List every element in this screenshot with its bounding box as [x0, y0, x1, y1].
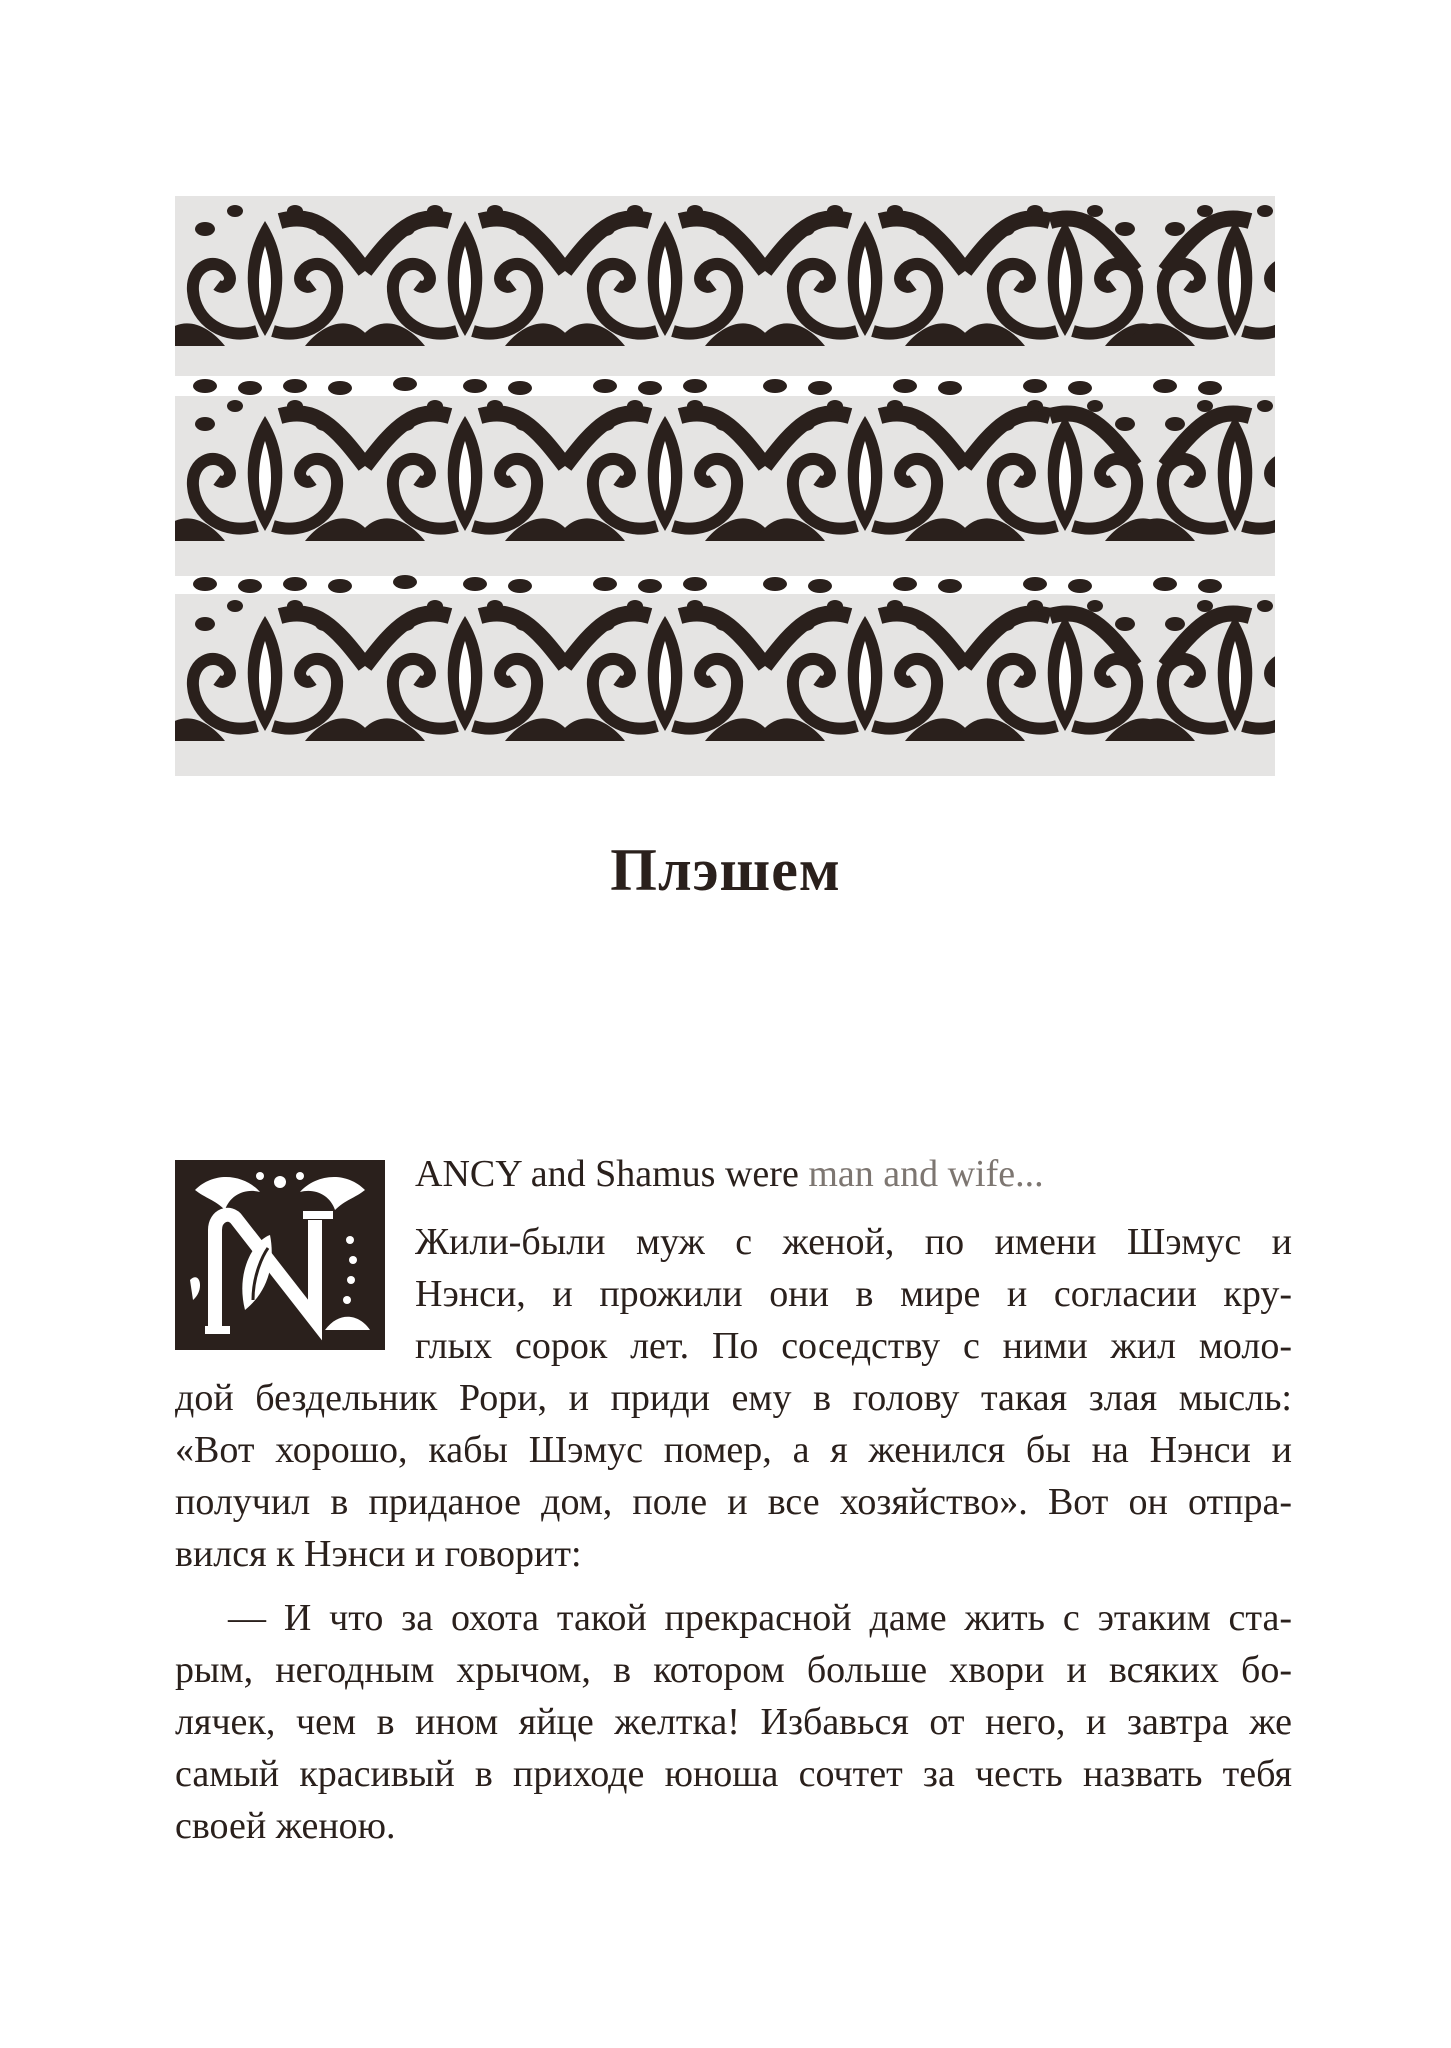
- paragraph-line: вился к Нэнси и говорит:: [175, 1533, 582, 1575]
- epigraph: [415, 1152, 1044, 1196]
- paragraph-line: рым, негодным хрычом, в котором больше хвори и всяких бо-: [175, 1649, 1292, 1691]
- paragraph-line: своей женою.: [175, 1805, 396, 1847]
- paragraph-line: Жили-были муж с женой, по имени Шэмус и: [415, 1221, 1292, 1263]
- paragraph-line: получил в приданое дом, поле и все хозяйство». Вот он отпра-: [175, 1481, 1292, 1523]
- floral-ornament-band: [175, 196, 1275, 776]
- illuminated-initial-n: [175, 1160, 385, 1350]
- paragraph-line: — И что за охота такой прекрасной даме жить с этаким ста-: [228, 1597, 1292, 1639]
- paragraph-line: самый красивый в приходе юноша сочтет за честь назвать тебя: [175, 1753, 1292, 1795]
- paragraph-line: Нэнси, и прожили они в мире и согласии кру-: [415, 1273, 1292, 1315]
- paragraph-line: глых сорок лет. По соседству с ними жил моло-: [415, 1325, 1292, 1367]
- epigraph-dark-text: ANCY and Shamus were: [415, 1153, 799, 1195]
- paragraph-line: лячек, чем в ином яйце желтка! Избавься от него, и завтра же: [175, 1701, 1292, 1743]
- paragraph-line: дой бездельник Рори, и приди ему в голову такая злая мысль:: [175, 1377, 1292, 1419]
- page-title: Плэшем: [610, 837, 841, 903]
- epigraph-faded-text: man and wife...: [798, 1153, 1044, 1195]
- paragraph-line: «Вот хорошо, кабы Шэмус помер, а я женился бы на Нэнси и: [175, 1429, 1292, 1471]
